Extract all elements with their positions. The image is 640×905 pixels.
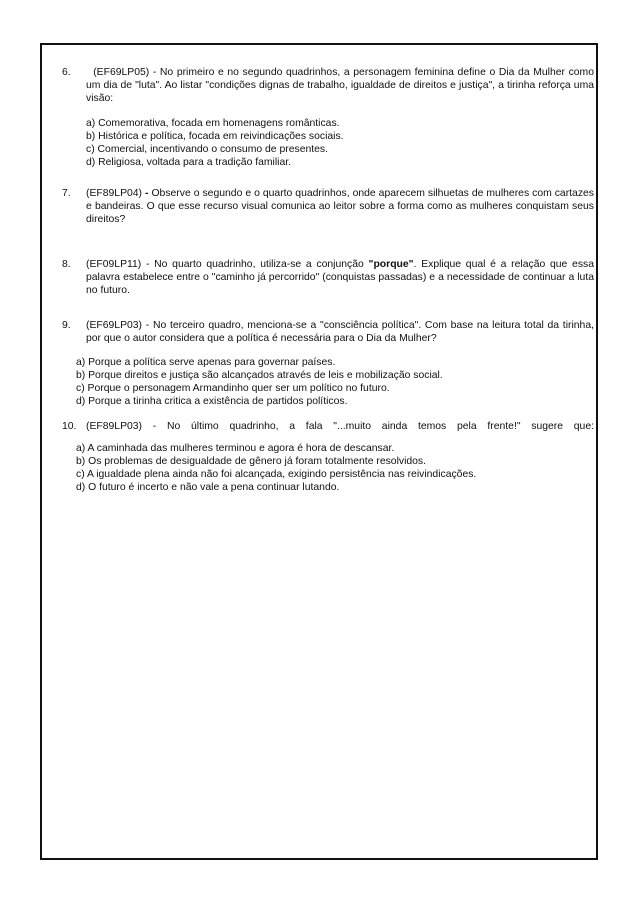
question-number: 6. (62, 67, 71, 78)
question-statement: - No último quadrinho, a fala "...muito ainda temos pela frente!" sugere que: (142, 421, 594, 432)
options-list (76, 442, 476, 494)
options-list (86, 117, 344, 169)
option-b: b) Histórica e política, focada em reivindicações sociais. (86, 131, 344, 142)
question-text (86, 420, 594, 433)
option-d: d) O futuro é incerto e não vale a pena continuar lutando. (76, 482, 340, 493)
question-7 (62, 187, 594, 226)
question-10 (62, 420, 594, 493)
question-statement: - No primeiro e no segundo quadrinhos, a personagem feminina define o Dia da Mulher como um dia de "luta". Ao listar "condições dignas de trabalho, igualdade de direitos e justiça", a tirinha reforça uma visão: (86, 67, 594, 104)
question-statement-start: - No quarto quadrinho, utiliza-se a conjunção (141, 259, 369, 270)
skill-code: (EF09LP11) (86, 259, 142, 270)
question-number: 8. (62, 259, 71, 270)
question-statement: - No terceiro quadro, menciona-se a "consciência política". Com base na leitura total da tirinha, por que o autor considera que a política é necessária para o Dia da Mulher? (86, 320, 594, 344)
options-list (76, 356, 443, 408)
question-statement: Observe o segundo e o quarto quadrinhos, onde aparecem silhuetas de mulheres com cartazes e bandeiras. O que esse recurso visual comunica ao leitor sobre a forma como as mulheres conquistam seus direitos? (86, 188, 595, 225)
option-a: a) Comemorativa, focada em homenagens românticas. (86, 118, 340, 129)
question-statement-end: . Explique qual é a relação que essa palavra estabelece entre o "caminho já percorrido" (conquistas passadas) e a necessidade de continuar a luta no futuro. (86, 259, 594, 296)
question-text (86, 187, 594, 226)
option-a: a) Porque a política serve apenas para governar países. (76, 357, 336, 368)
option-b: b) Porque direitos e justiça são alcançados através de leis e mobilização social. (76, 370, 443, 381)
skill-code: (EF89LP04) (86, 188, 143, 199)
question-6 (62, 66, 594, 168)
skill-code: (EF69LP03) (86, 320, 143, 331)
option-d: d) Religiosa, voltada para a tradição familiar. (86, 157, 292, 168)
option-b: b) Os problemas de desigualdade de gênero já foram totalmente resolvidos. (76, 456, 427, 467)
option-d: d) Porque a tirinha critica a existência de partidos políticos. (76, 396, 348, 407)
question-dash: - (142, 188, 152, 199)
skill-code: (EF89LP03) (86, 421, 143, 432)
question-text (86, 66, 594, 105)
question-text (86, 319, 594, 345)
question-number: 7. (62, 188, 71, 199)
option-a: a) A caminhada das mulheres terminou e agora é hora de descansar. (76, 443, 395, 454)
option-c: c) Porque o personagem Armandinho quer ser um político no futuro. (76, 383, 390, 394)
conjunction-emphasis: "porque" (368, 259, 414, 270)
option-c: c) Comercial, incentivando o consumo de presentes. (86, 144, 328, 155)
question-8 (62, 258, 594, 297)
skill-code: (EF69LP05) (93, 67, 150, 78)
option-c: c) A igualdade plena ainda não foi alcançada, exigindo persistência nas reivindicações. (76, 469, 477, 480)
question-9 (62, 319, 594, 407)
question-number: 10. (62, 421, 77, 432)
question-number: 9. (62, 320, 71, 331)
question-text (86, 258, 594, 297)
